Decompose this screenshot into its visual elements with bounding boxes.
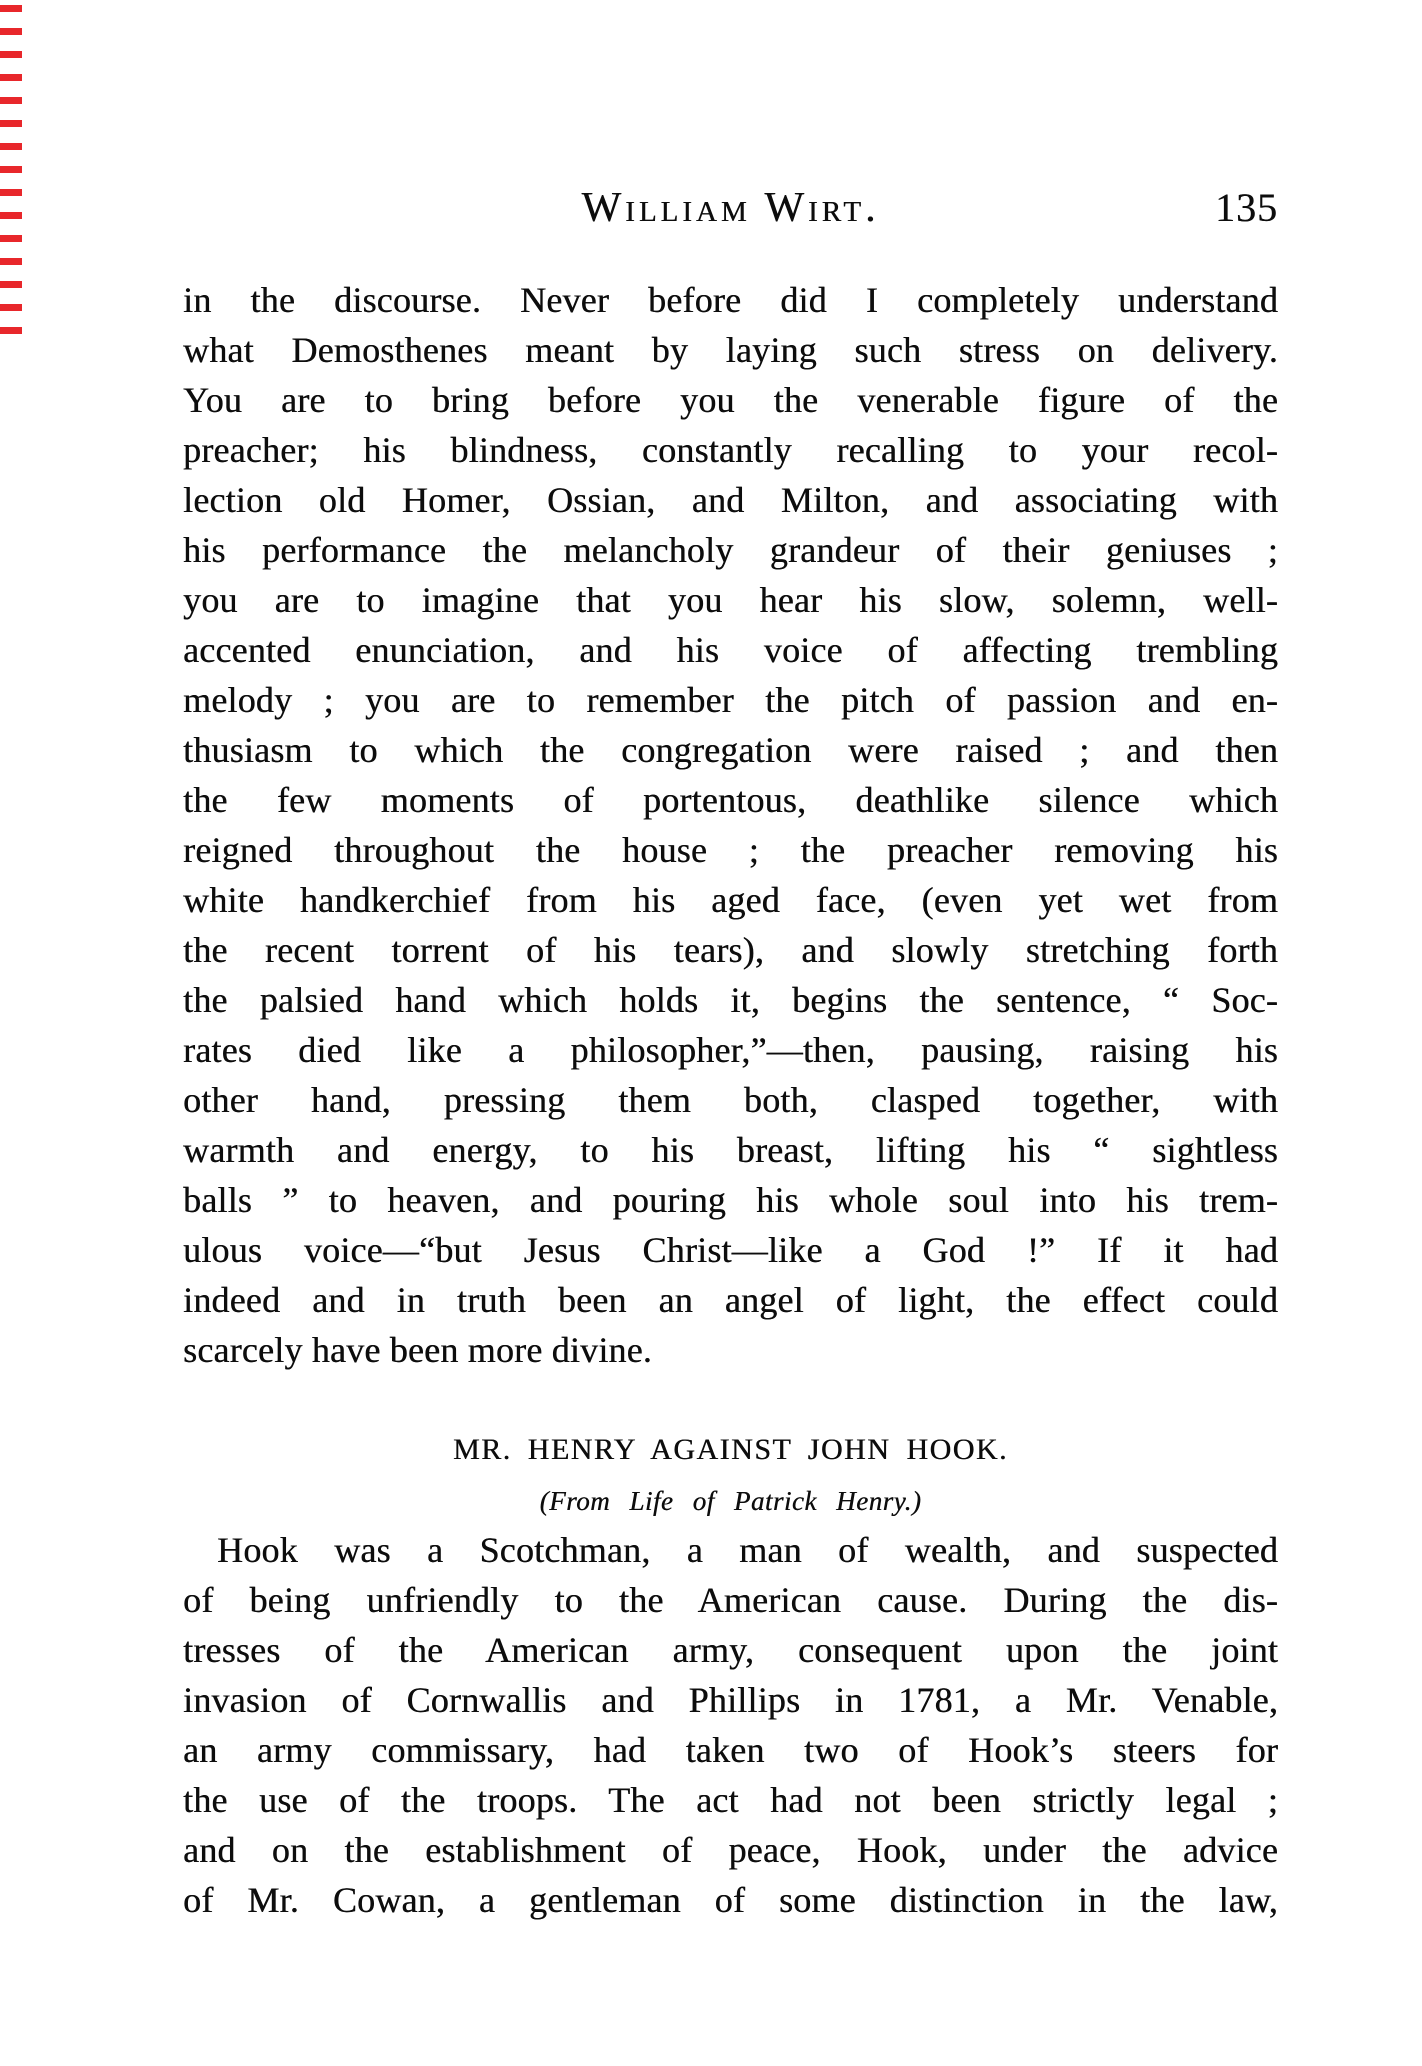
text-line: the palsied hand which holds it, begins the sentence, “ Soc- [183,980,1278,1020]
text-line: ulous voice—“but Jesus Christ—like a God !” If it had [183,1230,1278,1270]
text-line: invasion of Cornwallis and Phillips in 1781, a Mr. Venable, [183,1680,1278,1720]
paragraph-continued [183,275,1278,1375]
red-dash-mark [0,281,22,288]
red-dash-mark [0,327,22,334]
source-note: (From Life of Patrick Henry.) [539,1486,922,1516]
paragraph-hook [183,1525,1278,1925]
text-line: warmth and energy, to his breast, lifting his “ sightless [183,1130,1278,1170]
text-line: of Mr. Cowan, a gentleman of some distinction in the law, [183,1880,1278,1920]
text-line: the use of the troops. The act had not been strictly legal ; [183,1780,1278,1820]
running-header-title: William Wirt. [581,185,880,231]
text-line: thusiasm to which the congregation were raised ; and then [183,730,1278,770]
text-line: you are to imagine that you hear his slow, solemn, well- [183,580,1278,620]
red-dash-mark [0,74,22,81]
text-line: and on the establishment of peace, Hook, under the advice [183,1830,1278,1870]
red-dash-mark [0,166,22,173]
text-line: other hand, pressing them both, clasped together, with [183,1080,1278,1120]
text-line: accented enunciation, and his voice of affecting trembling [183,630,1278,670]
text-line: Hook was a Scotchman, a man of wealth, and suspected [217,1530,1278,1570]
text-line: tresses of the American army, consequent upon the joint [183,1630,1278,1670]
text-line: in the discourse. Never before did I completely understand [183,280,1278,320]
running-header [183,183,1278,233]
text-line: rates died like a philosopher,”—then, pausing, raising his [183,1030,1278,1070]
scan-registration-marks [0,5,26,350]
red-dash-mark [0,97,22,104]
red-dash-mark [0,304,22,311]
text-line: the recent torrent of his tears), and slowly stretching forth [183,930,1278,970]
page-number: 135 [1215,185,1278,230]
text-line: his performance the melancholy grandeur of their geniuses ; [183,530,1278,570]
text-line: what Demosthenes meant by laying such stress on delivery. [183,330,1278,370]
text-line: melody ; you are to remember the pitch of passion and en- [183,680,1278,720]
text-line: indeed and in truth been an angel of light, the effect could [183,1280,1278,1320]
text-line: You are to bring before you the venerable figure of the [183,380,1278,420]
red-dash-mark [0,51,22,58]
text-line: of being unfriendly to the American cause. During the dis- [183,1580,1278,1620]
text-line: the few moments of portentous, deathlike silence which [183,780,1278,820]
text-line: an army commissary, had taken two of Hook’s steers for [183,1730,1278,1770]
red-dash-mark [0,28,22,35]
text-line: preacher; his blindness, constantly recalling to your recol- [183,430,1278,470]
red-dash-mark [0,258,22,265]
text-line: scarcely have been more divine. [183,1330,652,1370]
text-line: lection old Homer, Ossian, and Milton, and associating with [183,480,1278,520]
section-heading: MR. HENRY AGAINST JOHN HOOK. [452,1433,1009,1466]
red-dash-mark [0,143,22,150]
red-dash-mark [0,235,22,242]
text-line: reigned throughout the house ; the preacher removing his [183,830,1278,870]
red-dash-mark [0,120,22,127]
text-line: white handkerchief from his aged face, (even yet wet from [183,880,1278,920]
red-dash-mark [0,189,22,196]
red-dash-mark [0,5,22,12]
red-dash-mark [0,212,22,219]
text-line: balls ” to heaven, and pouring his whole soul into his trem- [183,1180,1278,1220]
